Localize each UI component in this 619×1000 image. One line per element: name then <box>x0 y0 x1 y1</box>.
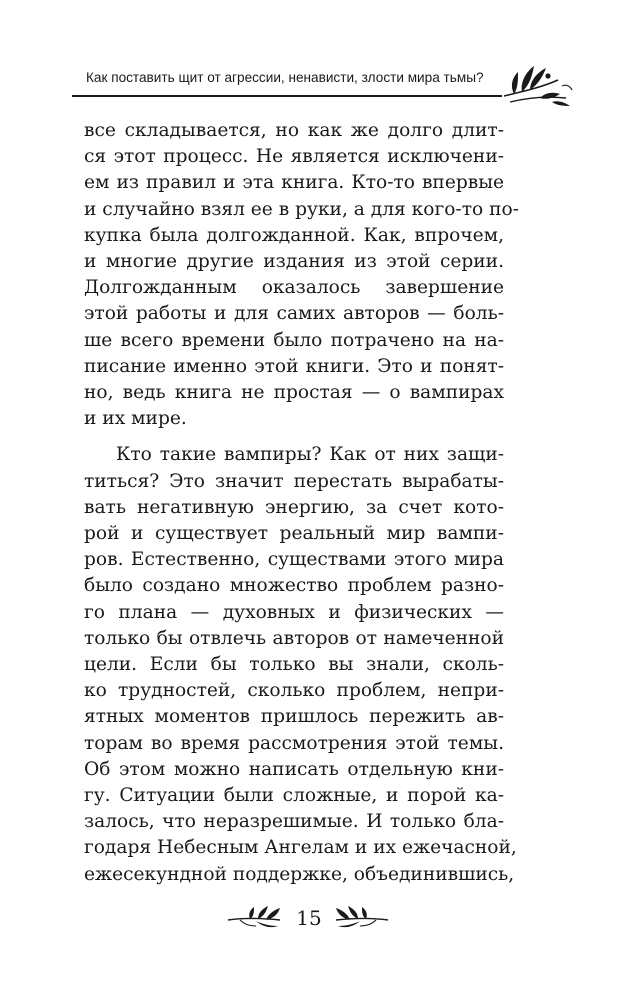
text-line: Кто такие вампиры? Как от них защи- <box>116 444 504 466</box>
text-line: писание именно этой книги. Это и понят- <box>84 355 504 377</box>
text-line: ся этот процесс. Не является исключени- <box>84 146 504 168</box>
text-line: и их мире. <box>84 408 187 430</box>
paragraph-gap <box>84 432 504 442</box>
text-line: залось, что неразрешимые. И только бла- <box>84 811 504 833</box>
text-line: титься? Это значит перестать вырабаты- <box>84 470 504 492</box>
text-line: торам во время рассмотрения этой темы. <box>84 732 504 754</box>
text-line: ежесекундной поддержке, объединившись, <box>84 863 515 885</box>
body-text <box>84 118 519 888</box>
text-line: Долгожданным оказалось завершение <box>84 277 504 299</box>
running-header <box>72 60 572 100</box>
text-line: ем из правил и эта книга. Кто-то впервые <box>84 172 504 194</box>
text-line: го плана — духовных и физических — <box>84 601 504 623</box>
leaf-ornament-right-icon <box>334 906 390 930</box>
text-line: ше всего времени было потрачено на на- <box>84 329 504 351</box>
header-rule <box>72 95 502 97</box>
paragraph-2 <box>84 442 517 887</box>
text-line: гу. Ситуации были сложные, и порой ка- <box>84 785 504 807</box>
text-line: вать негативную энергию, за счет кото- <box>84 496 504 518</box>
text-line: но, ведь книга не простая — о вампирах <box>84 382 504 404</box>
text-line: ров. Естественно, существами этого мира <box>84 549 504 571</box>
text-line: ятных моментов пришлось пережить ав- <box>84 706 504 728</box>
leaf-ornament-left-icon <box>226 906 282 930</box>
running-header-title: Как поставить щит от агрессии, ненависти, злости мира тьмы? <box>86 70 484 85</box>
text-line: ко трудностей, сколько проблем, непри- <box>84 680 504 702</box>
text-line: только бы отвлечь авторов от намеченной <box>84 627 504 649</box>
text-line: все складывается, но как же долго длит- <box>84 120 504 141</box>
paragraph-1 <box>84 118 519 432</box>
page-footer <box>0 900 619 940</box>
text-line: и случайно взял ее в руки, а для кого-то по- <box>84 198 519 220</box>
text-line: было создано множество проблем разно- <box>84 575 504 597</box>
text-line: и многие другие издания из этой серии. <box>84 251 504 273</box>
text-line: рой и существует реальный мир вампи- <box>84 523 504 545</box>
text-line: годаря Небесным Ангелам и их ежечасной, <box>84 837 517 859</box>
floral-ornament-icon <box>500 62 576 110</box>
text-line: купка была долгожданной. Как, впрочем, <box>84 224 504 246</box>
text-line: цели. Если бы только вы знали, сколь- <box>84 654 504 676</box>
page-number: 15 <box>296 906 322 930</box>
text-line: этой работы и для самих авторов — боль- <box>84 303 504 325</box>
text-line: Об этом можно написать отдельную кни- <box>84 758 504 780</box>
